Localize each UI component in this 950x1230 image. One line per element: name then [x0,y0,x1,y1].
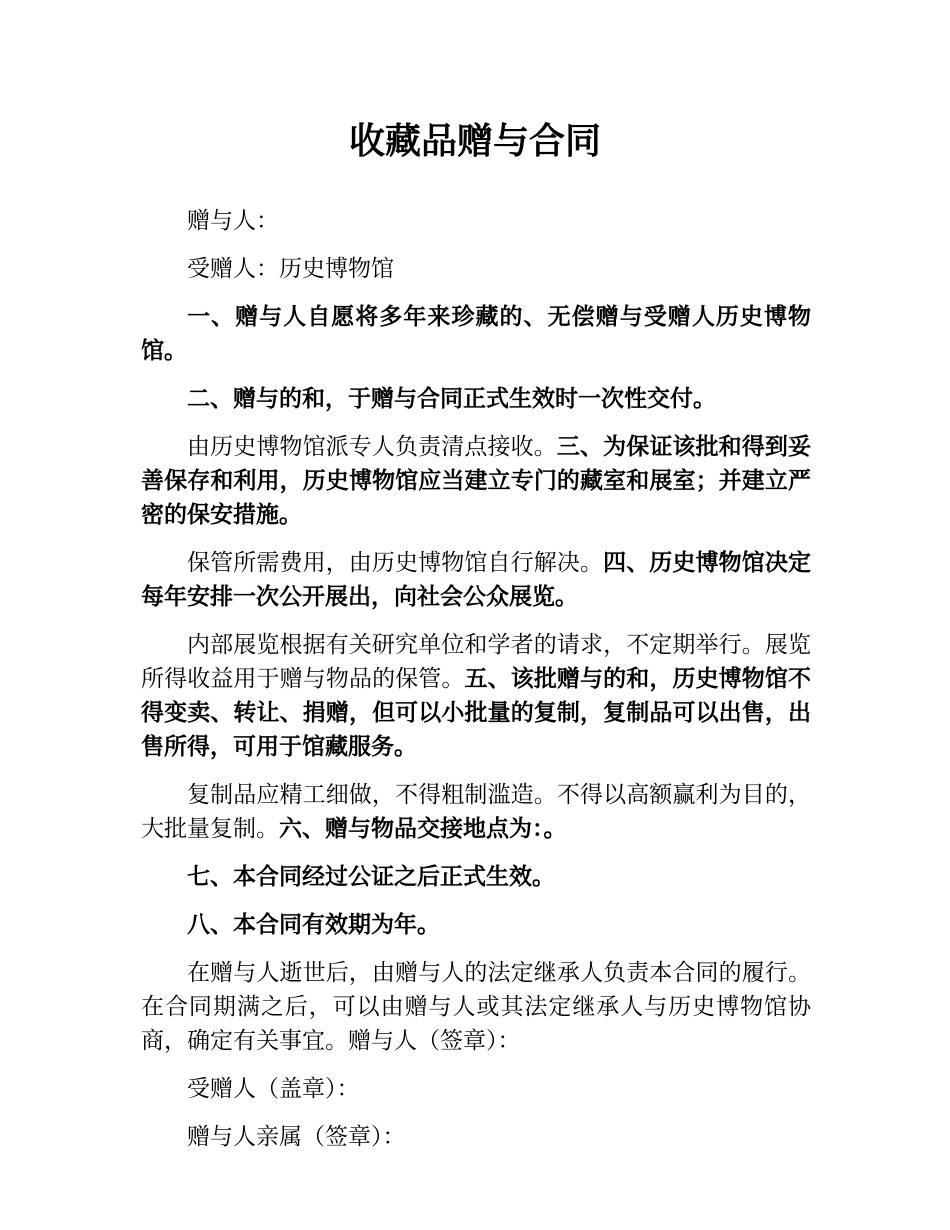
clause-5: 五、该批赠与的和，历史博物馆不得变卖、转让、捐赠，但可以小批量的复制，复制品可以出售，出售所得，可用于馆藏服务。 [141,666,812,760]
paragraph-3 [141,430,811,532]
paragraph-4 [141,546,811,614]
paragraph-5 [141,628,811,764]
paragraph-4-text: 保管所需费用，由历史博物馆自行解决。 [187,550,604,576]
signature-recipient: 受赠人（盖章）： [187,1076,360,1102]
paragraph-5-text: 内部展览根据有关研究单位和学者的请求，不定期举行。展览所得收益用于赠与物品的保管。 [141,632,811,692]
clause-6: 六、赠与物品交接地点为：。 [279,816,567,842]
donor-line: 赠与人： [187,208,279,234]
recipient-line: 受赠人：历史博物馆 [187,256,394,282]
clause-1: 一、赠与人自愿将多年来珍藏的、无偿赠与受赠人历史博物馆。 [141,304,811,364]
clause-7: 七、本合同经过公证之后正式生效。 [187,864,555,890]
document-title: 收藏品赠与合同 [348,121,601,162]
clause-8: 八、本合同有效期为年。 [187,912,440,938]
clause-4: 四、历史博物馆决定每年安排一次公开展出，向社会公众展览。 [141,550,812,610]
paragraph-6 [141,778,811,846]
paragraph-9: 在赠与人逝世后，由赠与人的法定继承人负责本合同的履行。在合同期满之后，可以由赠与人或其法定继承人与历史博物馆协商，确定有关事宜。赠与人（签章）： [141,960,811,1054]
signature-relative: 赠与人亲属（签章）： [187,1124,406,1150]
clause-3: 三、为保证该批和得到妥善保存和利用，历史博物馆应当建立专门的藏室和展室；并建立严密的保安措施。 [141,434,812,528]
clause-2: 二、赠与的和，于赠与合同正式生效时一次性交付。 [187,386,716,412]
paragraph-3-text: 由历史博物馆派专人负责清点接收。 [187,434,557,460]
document-body [141,204,811,1168]
paragraph-6-text: 复制品应精工细做，不得粗制滥造。不得以高额赢利为目的，大批量复制。 [141,782,811,842]
